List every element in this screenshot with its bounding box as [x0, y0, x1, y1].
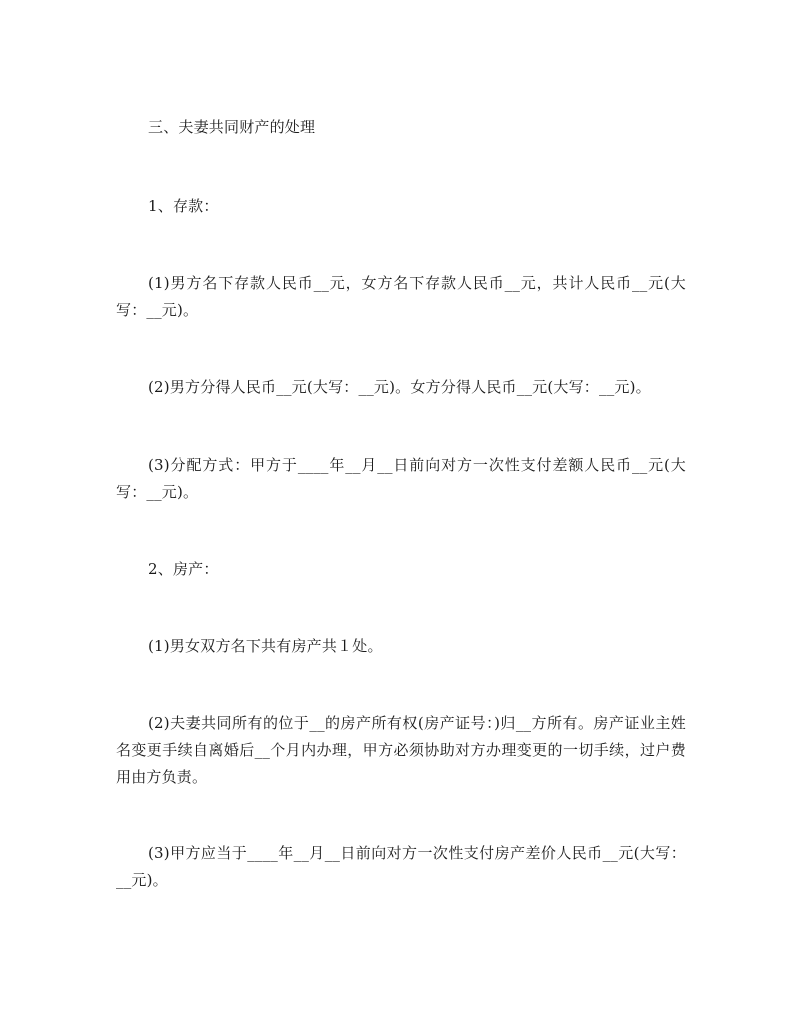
deposit-clause-3: (3)分配方式：甲方于____年__月__日前向对方一次性支付差额人民币__元(大写：__元)。 — [116, 456, 686, 501]
real-estate-clause-3: (3)甲方应当于____年__月__日前向对方一次性支付房产差价人民币__元(大写：__元)。 — [116, 844, 686, 889]
deposit-clause-1: (1)男方名下存款人民币__元，女方名下存款人民币__元，共计人民币__元(大写：__元)。 — [116, 274, 686, 319]
deposit-clause-2: (2)男方分得人民币__元(大写：__元)。女方分得人民币__元(大写：__元)。 — [148, 378, 651, 396]
real-estate-clause-1: (1)男女双方名下共有房产共１处。 — [148, 637, 383, 655]
subheading-real-estate: 2、房产： — [148, 560, 219, 578]
subheading-deposits: 1、存款： — [148, 197, 219, 215]
section-heading-property: 三、夫妻共同财产的处理 — [148, 118, 316, 136]
real-estate-clause-2: (2)夫妻共同所有的位于__的房产所有权(房产证号：)归__方所有。房产证业主姓名变更手续自离婚后__个月内办理，甲方必须协助对方办理变更的一切手续，过户费用由方负责。 — [116, 714, 686, 786]
